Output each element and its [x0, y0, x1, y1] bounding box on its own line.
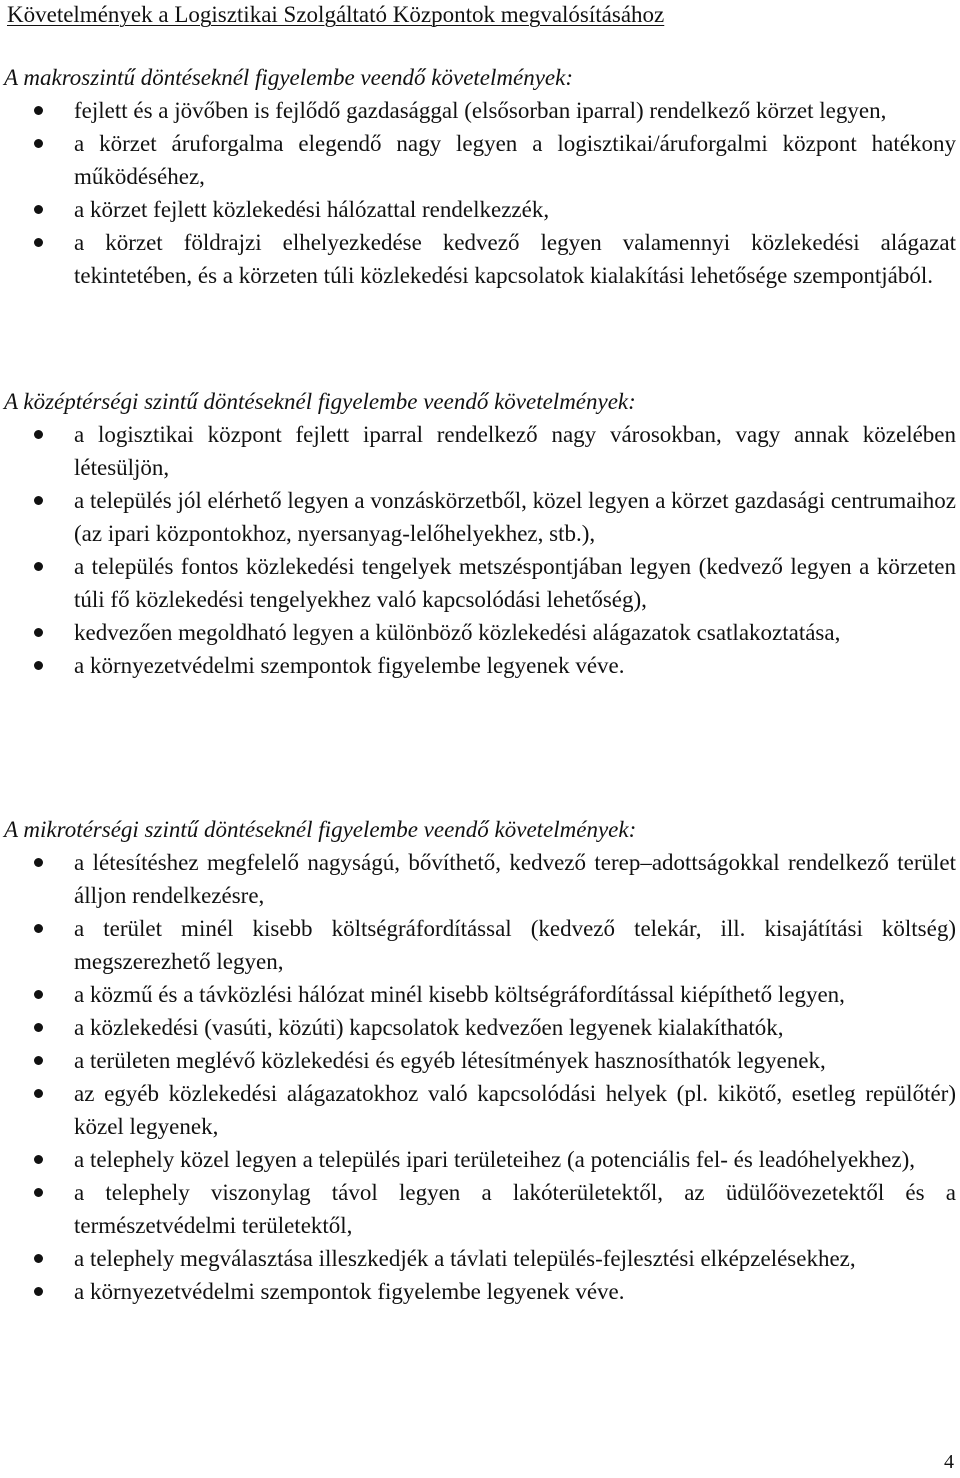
list-item-text: a körzet áruforgalma elegendő nagy legyen a logisztikai/áruforgalmi központ hatékony működéséhez,	[74, 131, 956, 189]
list-item-text: fejlett és a jövőben is fejlődő gazdasággal (elsősorban iparral) rendelkező körzet legyen,	[74, 98, 887, 123]
list-item	[0, 978, 960, 1011]
requirement-list-makro	[0, 94, 960, 292]
bullet-icon	[34, 924, 43, 933]
list-item	[0, 94, 960, 127]
document-title: Követelmények a Logisztikai Szolgáltató Központok megvalósításához	[7, 2, 665, 27]
bullet-icon	[34, 1023, 43, 1032]
list-item-text: a logisztikai központ fejlett iparral rendelkező nagy városokban, vagy annak közelében létesüljön,	[74, 422, 956, 480]
list-item-text: a környezetvédelmi szempontok figyelembe legyenek véve.	[74, 653, 625, 678]
bullet-icon	[34, 430, 43, 439]
list-item	[0, 1077, 960, 1143]
list-item	[0, 1044, 960, 1077]
list-item	[0, 846, 960, 912]
section-heading-makro: A makroszintű döntéseknél figyelembe veendő követelmények:	[4, 65, 574, 90]
bullet-icon	[34, 1254, 43, 1263]
list-item-text: a közlekedési (vasúti, közúti) kapcsolatok kedvezően legyenek kialakíthatók,	[74, 1015, 784, 1040]
list-item-text: a körzet fejlett közlekedési hálózattal rendelkezzék,	[74, 197, 550, 222]
list-item	[0, 912, 960, 978]
bullet-icon	[34, 1056, 43, 1065]
section-heading-kozepterseg: A középtérségi szintű döntéseknél figyelembe veendő követelmények:	[4, 389, 636, 414]
list-item	[0, 550, 960, 616]
page-number: 4	[944, 1451, 954, 1473]
bullet-icon	[34, 139, 43, 148]
list-item	[0, 226, 960, 292]
list-item-text: a körzet földrajzi elhelyezkedése kedvező legyen valamennyi közlekedési alágazat tekintetében, és a körzeten túli közlekedési kapcsolatok kialakítási lehetősége szempontjából.	[74, 230, 956, 288]
bullet-icon	[34, 661, 43, 670]
bullet-icon	[34, 1155, 43, 1164]
list-item	[0, 127, 960, 193]
section-makro	[0, 61, 960, 292]
list-item-text: a terület minél kisebb költségráfordítással (kedvező telekár, ill. kisajátítási költség) megszerezhető legyen,	[74, 916, 956, 974]
list-item	[0, 1143, 960, 1176]
list-item-text: a telephely viszonylag távol legyen a lakóterületektől, az üdülőövezetektől és a természetvédelmi területektől,	[74, 1180, 956, 1238]
list-item	[0, 484, 960, 550]
bullet-icon	[34, 1287, 43, 1296]
list-item-text: a környezetvédelmi szempontok figyelembe legyenek véve.	[74, 1279, 625, 1304]
list-item	[0, 193, 960, 226]
bullet-icon	[34, 858, 43, 867]
list-item-text: a település fontos közlekedési tengelyek metszéspontjában legyen (kedvező legyen a körzeten túli fő közlekedési tengelyekhez való kapcsolódási lehetőség),	[74, 554, 956, 612]
list-item-text: a telephely megválasztása illeszkedjék a távlati település-fejlesztési elképzelésekhez,	[74, 1246, 856, 1271]
list-item	[0, 418, 960, 484]
requirement-list-mikroterseg	[0, 846, 960, 1308]
bullet-icon	[34, 1188, 43, 1197]
bullet-icon	[34, 628, 43, 637]
list-item	[0, 1242, 960, 1275]
list-item	[0, 1176, 960, 1242]
bullet-icon	[34, 238, 43, 247]
list-item-text: a közmű és a távközlési hálózat minél kisebb költségráfordítással kiépíthető legyen,	[74, 982, 845, 1007]
bullet-icon	[34, 990, 43, 999]
list-item-text: a területen meglévő közlekedési és egyéb létesítmények hasznosíthatók legyenek,	[74, 1048, 826, 1073]
bullet-icon	[34, 562, 43, 571]
list-item	[0, 616, 960, 649]
bullet-icon	[34, 1089, 43, 1098]
list-item-text: kedvezően megoldható legyen a különböző közlekedési alágazatok csatlakoztatása,	[74, 620, 841, 645]
list-item-text: az egyéb közlekedési alágazatokhoz való kapcsolódási helyek (pl. kikötő, esetleg repülőtér) közel legyenek,	[74, 1081, 956, 1139]
bullet-icon	[34, 205, 43, 214]
requirement-list-kozepterseg	[0, 418, 960, 682]
list-item	[0, 1011, 960, 1044]
section-kozepterseg	[0, 385, 960, 682]
bullet-icon	[34, 496, 43, 505]
list-item-text: a település jól elérhető legyen a vonzáskörzetből, közel legyen a körzet gazdasági centrumaihoz (az ipari központokhoz, nyersanyag-lelőhelyekhez, stb.),	[74, 488, 956, 546]
section-heading-mikroterseg: A mikrotérségi szintű döntéseknél figyelembe veendő követelmények:	[4, 817, 637, 842]
list-item	[0, 649, 960, 682]
list-item	[0, 1275, 960, 1308]
bullet-icon	[34, 106, 43, 115]
section-mikroterseg	[0, 813, 960, 1308]
list-item-text: a létesítéshez megfelelő nagyságú, bővíthető, kedvező terep–adottságokkal rendelkező terület álljon rendelkezésre,	[74, 850, 956, 908]
list-item-text: a telephely közel legyen a település ipari területeihez (a potenciális fel- és leadóhelyekhez),	[74, 1147, 916, 1172]
